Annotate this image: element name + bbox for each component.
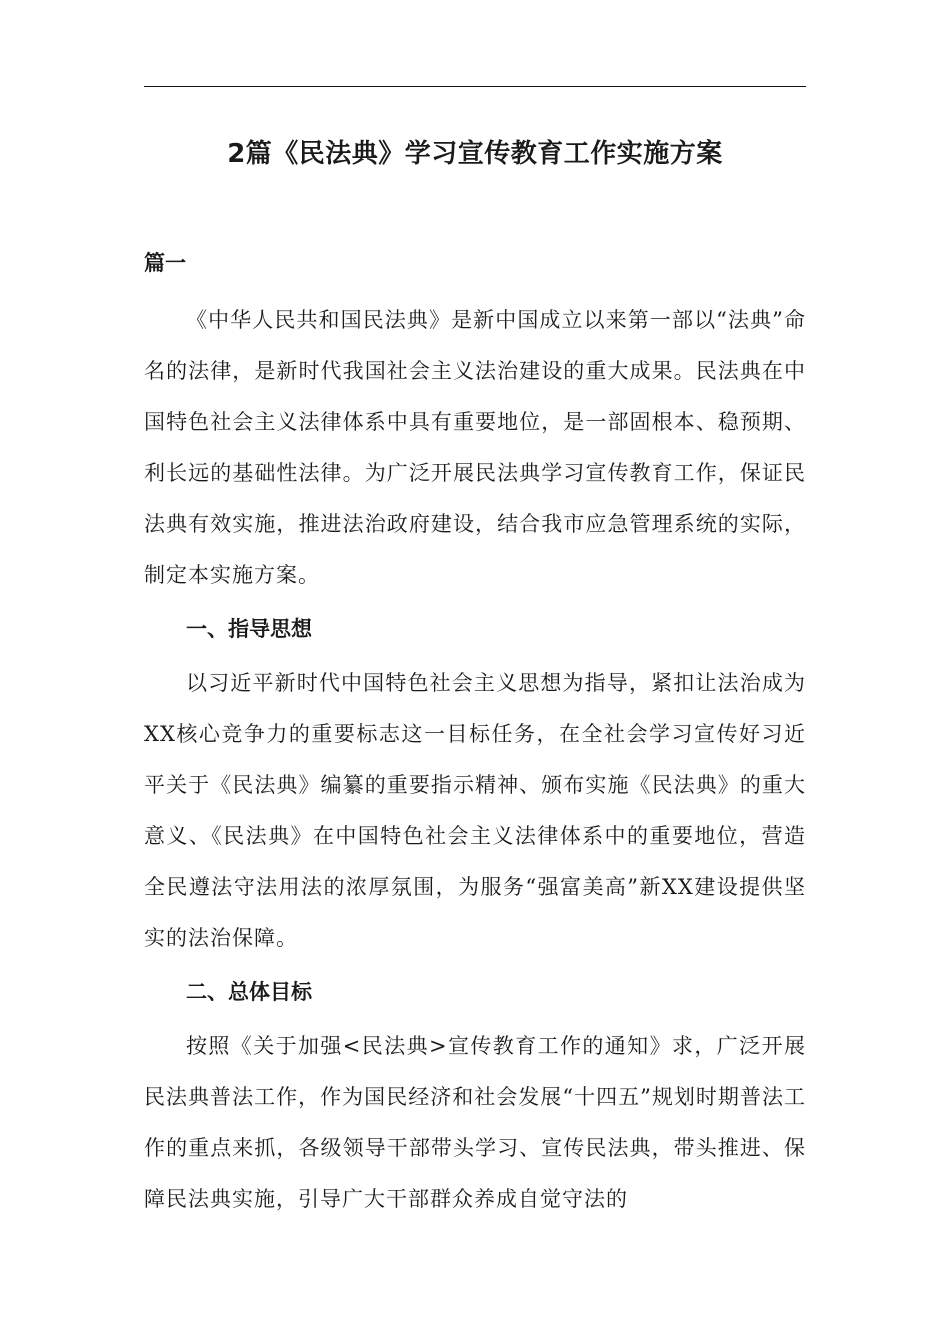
part-label: 篇一 bbox=[144, 251, 186, 275]
document-title: 2篇《民法典》学习宣传教育工作实施方案 bbox=[227, 139, 723, 169]
section-heading-overall-goal: 二、总体目标 bbox=[186, 980, 312, 1004]
section-paragraph-guiding-thought: 以习近平新时代中国特色社会主义思想为指导，紧扣让法治成为XX核心竞争力的重要标志这一目标任务，在全社会学习宣传好习近平关于《民法典》编纂的重要指示精神、颁布实施《民法典》的重大意义、《民法典》在中国特色社会主义法律体系中的重要地位，营造全民遵法守法用法的浓厚氛围，为服务“强富美高”新XX建设提供坚实的法治保障。 bbox=[144, 671, 806, 950]
document-body bbox=[144, 243, 806, 1225]
section-paragraph-overall-goal: 按照《关于加强<民法典>宣传教育工作的通知》求，广泛开展民法典普法工作，作为国民经济和社会发展“十四五”规划时期普法工作的重点来抓，各级领导干部带头学习、宣传民法典，带头推进、保障民法典实施，引导广大干部群众养成自觉守法的 bbox=[144, 1034, 806, 1211]
header-rule bbox=[144, 86, 806, 87]
section-heading-guiding-thought: 一、指导思想 bbox=[186, 617, 312, 641]
intro-paragraph: 《中华人民共和国民法典》是新中国成立以来第一部以“法典”命名的法律，是新时代我国社会主义法治建设的重大成果。民法典在中国特色社会主义法律体系中具有重要地位，是一部固根本、稳预期、利长远的基础性法律。为广泛开展民法典学习宣传教育工作，保证民法典有效实施，推进法治政府建设，结合我市应急管理系统的实际，制定本实施方案。 bbox=[144, 308, 806, 587]
